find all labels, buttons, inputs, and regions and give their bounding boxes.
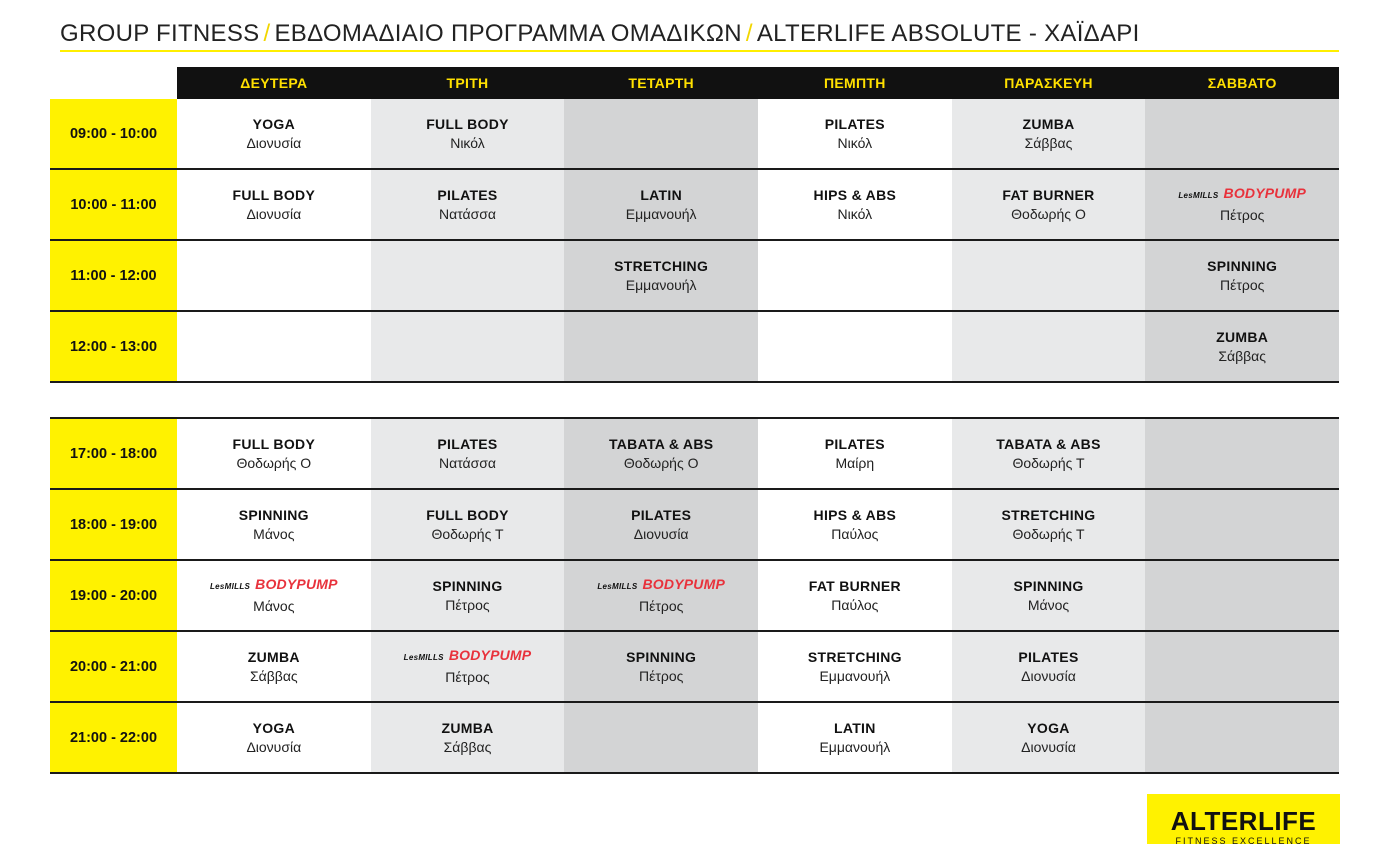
alterlife-logo: [1147, 794, 1340, 844]
evening-schedule: [50, 417, 1339, 774]
class-name: PILATES: [437, 435, 498, 452]
class-name: PILATES: [1018, 648, 1079, 665]
empty-cell: [1145, 703, 1339, 772]
instructor-name: Νατάσσα: [438, 205, 496, 222]
class-cell: [758, 703, 952, 772]
class-name: STRETCHING: [614, 257, 709, 274]
class-cell: [952, 170, 1146, 239]
schedule-row: [50, 632, 1339, 703]
time-slot: 17:00 - 18:00: [50, 419, 177, 488]
lesmills-text: LesMILLS: [209, 581, 251, 591]
empty-cell: [1145, 490, 1339, 559]
instructor-name: Πέτρος: [638, 667, 684, 684]
class-cell: [564, 632, 758, 701]
class-name: STRETCHING: [1001, 506, 1096, 523]
class-cell: [952, 703, 1146, 772]
instructor-name: Σάββας: [1218, 347, 1267, 364]
class-name: SPINNING: [1013, 577, 1084, 594]
class-cell: [564, 241, 758, 310]
schedule-row: [50, 703, 1339, 774]
class-cell: [1145, 312, 1339, 381]
instructor-name: Θοδωρής Ο: [623, 454, 699, 471]
schedule-row: [50, 312, 1339, 383]
time-slot: 21:00 - 22:00: [50, 703, 177, 772]
instructor-name: Θοδωρής Τ: [431, 525, 504, 542]
class-cell: [371, 561, 565, 630]
instructor-name: Διονυσία: [1021, 667, 1076, 684]
schedule-row: [50, 170, 1339, 241]
class-name: YOGA: [1027, 719, 1070, 736]
day-header: ΠΕΜΠΤΗ: [824, 75, 886, 91]
class-name: BODYPUMP: [642, 575, 725, 592]
instructor-name: Εμμανουήλ: [625, 276, 697, 293]
schedule-row: [50, 561, 1339, 632]
day-header: ΤΕΤΑΡΤΗ: [628, 75, 694, 91]
lesmills-text: LesMILLS: [403, 652, 444, 662]
title-part-3: ALTERLIFE ABSOLUTE - ΧΑΪΔΑΡΙ: [756, 20, 1140, 47]
class-name: YOGA: [252, 115, 296, 132]
lesmills-bodypump-logo: [1178, 185, 1306, 205]
class-cell: [758, 99, 952, 168]
class-cell: [177, 703, 371, 772]
class-cell: [564, 490, 758, 559]
time-slot: 11:00 - 12:00: [50, 241, 177, 310]
day-header: ΔΕΥΤΕΡΑ: [240, 75, 308, 91]
instructor-name: Εμμανουήλ: [819, 738, 891, 755]
class-name: SPINNING: [1207, 257, 1278, 274]
class-name: FAT BURNER: [808, 577, 901, 594]
instructor-name: Σάββας: [443, 738, 492, 755]
class-name: PILATES: [437, 186, 498, 203]
instructor-name: Μαίρη: [835, 454, 875, 471]
lesmills-bodypump-logo: [597, 576, 725, 596]
class-name: SPINNING: [626, 648, 697, 665]
time-slot: 12:00 - 13:00: [50, 312, 177, 381]
time-slot: 18:00 - 19:00: [50, 490, 177, 559]
instructor-name: Παύλος: [831, 596, 879, 613]
instructor-name: Πέτρος: [445, 668, 490, 685]
class-name: SPINNING: [238, 506, 309, 523]
class-cell: [1145, 241, 1339, 310]
class-cell: [952, 99, 1146, 168]
instructor-name: Διονυσία: [246, 738, 302, 755]
class-name: ZUMBA: [1216, 328, 1269, 345]
class-name: ZUMBA: [1022, 115, 1075, 132]
empty-cell: [952, 312, 1146, 381]
class-name: BODYPUMP: [255, 575, 338, 592]
instructor-name: Σάββας: [1024, 134, 1073, 151]
class-cell: [371, 490, 565, 559]
time-slot: 20:00 - 21:00: [50, 632, 177, 701]
instructor-name: Εμμανουήλ: [625, 205, 697, 222]
instructor-name: Σάββας: [249, 667, 298, 684]
title-part-1: GROUP FITNESS: [60, 20, 260, 47]
class-name: ZUMBA: [247, 648, 300, 665]
class-cell: [758, 419, 952, 488]
empty-cell: [1145, 632, 1339, 701]
class-cell: [177, 419, 371, 488]
class-cell: [177, 632, 371, 701]
instructor-name: Θοδωρής Ο: [1011, 205, 1086, 222]
class-name: FULL BODY: [232, 435, 316, 452]
class-cell: [371, 99, 565, 168]
class-cell: [177, 99, 371, 168]
title-part-2: ΕΒΔΟΜΑΔΙΑΙΟ ΠΡΟΓΡΑΜΜΑ ΟΜΑΔΙΚΩΝ: [274, 20, 742, 47]
class-cell: [758, 490, 952, 559]
class-name: LATIN: [640, 186, 682, 203]
class-cell: [1145, 170, 1339, 239]
empty-cell: [758, 241, 952, 310]
lesmills-bodypump-logo: [404, 647, 532, 667]
schedule-row: [50, 241, 1339, 312]
title-separator: /: [263, 20, 271, 47]
title-separator: /: [745, 20, 753, 47]
empty-cell: [758, 312, 952, 381]
time-slot: 19:00 - 20:00: [50, 561, 177, 630]
schedule-row: [50, 419, 1339, 490]
empty-cell: [564, 312, 758, 381]
instructor-name: Θοδωρής Τ: [1012, 454, 1085, 471]
empty-cell: [564, 703, 758, 772]
empty-cell: [177, 241, 371, 310]
instructor-name: Πέτρος: [1219, 276, 1265, 293]
instructor-name: Μάνος: [253, 525, 295, 542]
class-name: PILATES: [631, 506, 692, 523]
empty-cell: [564, 99, 758, 168]
instructor-name: Μάνος: [1027, 596, 1070, 613]
instructor-name: Μάνος: [253, 597, 295, 614]
brand-tagline: FITNESS EXCELLENCE: [1175, 836, 1312, 846]
instructor-name: Διονυσία: [633, 525, 689, 542]
class-cell: [758, 632, 952, 701]
time-slot: 10:00 - 11:00: [50, 170, 177, 239]
class-cell: [177, 490, 371, 559]
class-name: YOGA: [252, 719, 296, 736]
class-name: HIPS & ABS: [813, 506, 897, 523]
class-name: FULL BODY: [426, 506, 509, 523]
lesmills-text: LesMILLS: [597, 581, 638, 591]
instructor-name: Διονυσία: [1021, 738, 1076, 755]
class-cell: [952, 632, 1146, 701]
empty-cell: [1145, 561, 1339, 630]
instructor-name: Διονυσία: [246, 134, 302, 151]
lesmills-bodypump-logo: [210, 576, 338, 596]
class-cell: [952, 419, 1146, 488]
class-cell: [564, 419, 758, 488]
class-name: BODYPUMP: [1223, 184, 1307, 201]
class-name: TABATA & ABS: [608, 435, 714, 452]
class-name: BODYPUMP: [448, 646, 532, 663]
days-header: [177, 67, 1339, 99]
morning-schedule: [50, 99, 1339, 383]
class-cell: [758, 170, 952, 239]
schedule-row: [50, 99, 1339, 170]
class-name: FAT BURNER: [1002, 186, 1095, 203]
instructor-name: Νικόλ: [837, 205, 873, 222]
instructor-name: Εμμανουήλ: [819, 667, 891, 684]
empty-cell: [371, 312, 565, 381]
instructor-name: Νικόλ: [450, 134, 485, 151]
class-cell: [371, 419, 565, 488]
instructor-name: Θοδωρής Τ: [1012, 525, 1085, 542]
class-name: STRETCHING: [807, 648, 902, 665]
instructor-name: Πέτρος: [638, 597, 684, 614]
time-slot: 09:00 - 10:00: [50, 99, 177, 168]
class-name: PILATES: [824, 115, 885, 132]
class-name: FULL BODY: [232, 186, 316, 203]
day-header: ΠΑΡΑΣΚΕΥΗ: [1004, 75, 1093, 91]
class-cell: [952, 561, 1146, 630]
class-cell: [371, 632, 565, 701]
class-name: HIPS & ABS: [813, 186, 897, 203]
class-name: FULL BODY: [426, 115, 509, 132]
instructor-name: Νικόλ: [837, 134, 873, 151]
class-name: ZUMBA: [441, 719, 494, 736]
class-name: PILATES: [824, 435, 885, 452]
instructor-name: Θοδωρής Ο: [236, 454, 312, 471]
class-cell: [564, 561, 758, 630]
class-cell: [758, 561, 952, 630]
instructor-name: Πέτρος: [445, 596, 490, 613]
empty-cell: [177, 312, 371, 381]
empty-cell: [1145, 99, 1339, 168]
class-cell: [371, 170, 565, 239]
class-cell: [564, 170, 758, 239]
empty-cell: [952, 241, 1146, 310]
empty-cell: [1145, 419, 1339, 488]
lesmills-text: LesMILLS: [1178, 190, 1219, 200]
empty-cell: [371, 241, 565, 310]
instructor-name: Διονυσία: [246, 205, 302, 222]
instructor-name: Παύλος: [831, 525, 879, 542]
class-cell: [177, 561, 371, 630]
class-cell: [371, 703, 565, 772]
day-header: ΤΡΙΤΗ: [446, 75, 489, 91]
class-cell: [952, 490, 1146, 559]
class-cell: [177, 170, 371, 239]
class-name: TABATA & ABS: [996, 435, 1101, 452]
brand-name: ALTERLIFE: [1170, 806, 1317, 836]
class-name: SPINNING: [432, 577, 503, 594]
class-name: LATIN: [833, 719, 876, 736]
instructor-name: Πέτρος: [1219, 206, 1265, 223]
day-header: ΣΑΒΒΑΤΟ: [1207, 75, 1277, 91]
schedule-row: [50, 490, 1339, 561]
instructor-name: Νατάσσα: [438, 454, 496, 471]
page-title: [60, 20, 1339, 52]
